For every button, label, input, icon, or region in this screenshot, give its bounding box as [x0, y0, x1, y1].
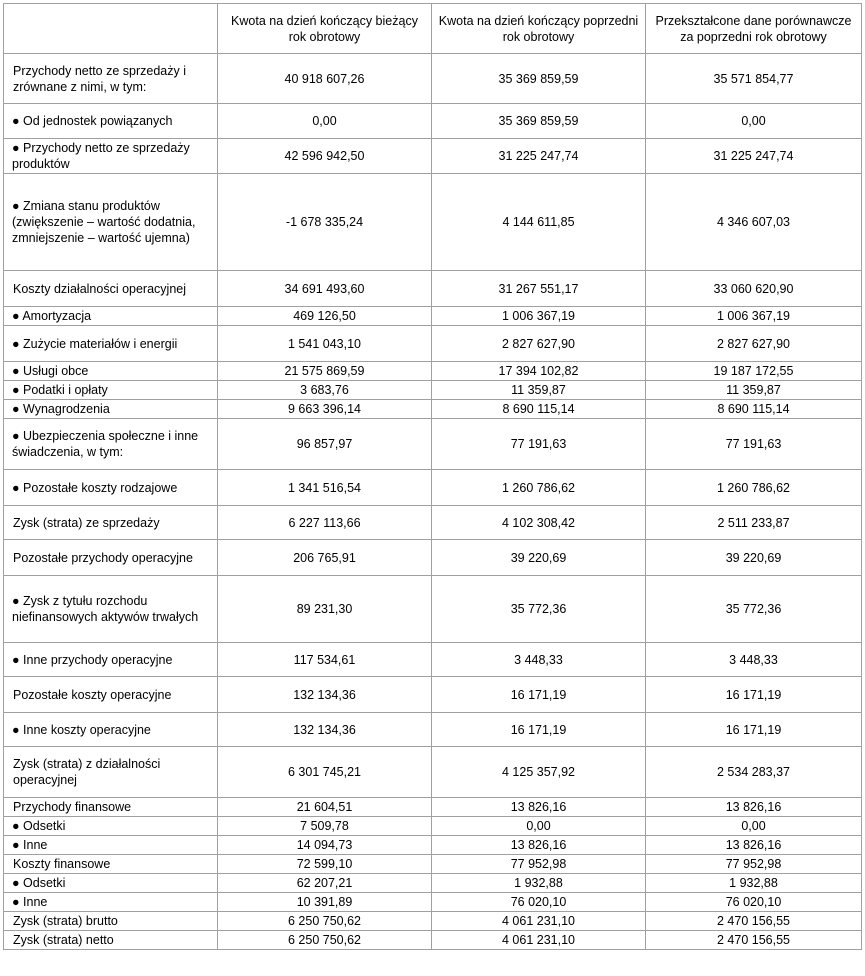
- row-label: ● Zużycie materiałów i energii: [4, 326, 218, 362]
- value-current-year: 40 918 607,26: [218, 54, 432, 104]
- row-label: Przychody finansowe: [4, 798, 218, 817]
- header-blank: [4, 4, 218, 54]
- table-row: [4, 912, 862, 931]
- value-current-year: 21 604,51: [218, 798, 432, 817]
- value-previous-year: 77 952,98: [432, 855, 646, 874]
- row-label: ● Od jednostek powiązanych: [4, 104, 218, 139]
- row-label: ● Inne: [4, 893, 218, 912]
- value-previous-year: 4 061 231,10: [432, 931, 646, 950]
- row-label: ● Przychody netto ze sprzedaży produktów: [4, 139, 218, 174]
- value-previous-year: 4 102 308,42: [432, 506, 646, 540]
- value-previous-year: 31 267 551,17: [432, 271, 646, 307]
- value-previous-year: 4 125 357,92: [432, 747, 646, 798]
- value-current-year: 6 227 113,66: [218, 506, 432, 540]
- table-row: [4, 893, 862, 912]
- value-previous-year: 0,00: [432, 817, 646, 836]
- row-label: ● Ubezpieczenia społeczne i inne świadczenia, w tym:: [4, 419, 218, 470]
- row-label: Pozostałe przychody operacyjne: [4, 540, 218, 576]
- value-current-year: 96 857,97: [218, 419, 432, 470]
- value-previous-year: 35 369 859,59: [432, 54, 646, 104]
- row-label: ● Inne: [4, 836, 218, 855]
- table-row: [4, 307, 862, 326]
- value-previous-year: 2 827 627,90: [432, 326, 646, 362]
- value-restated: 16 171,19: [646, 713, 862, 747]
- value-previous-year: 13 826,16: [432, 798, 646, 817]
- row-label: Pozostałe koszty operacyjne: [4, 677, 218, 713]
- value-current-year: 1 541 043,10: [218, 326, 432, 362]
- value-current-year: 3 683,76: [218, 381, 432, 400]
- table-row: [4, 400, 862, 419]
- value-current-year: 469 126,50: [218, 307, 432, 326]
- value-restated: 8 690 115,14: [646, 400, 862, 419]
- value-restated: 2 511 233,87: [646, 506, 862, 540]
- header-previous-year: Kwota na dzień kończący poprzedni rok obrotowy: [432, 4, 646, 54]
- value-previous-year: 76 020,10: [432, 893, 646, 912]
- value-current-year: 1 341 516,54: [218, 470, 432, 506]
- value-current-year: 206 765,91: [218, 540, 432, 576]
- value-previous-year: 39 220,69: [432, 540, 646, 576]
- value-restated: 3 448,33: [646, 643, 862, 677]
- table-row: [4, 836, 862, 855]
- value-current-year: -1 678 335,24: [218, 174, 432, 271]
- value-restated: 1 260 786,62: [646, 470, 862, 506]
- value-previous-year: 4 061 231,10: [432, 912, 646, 931]
- table-row: [4, 54, 862, 104]
- table-row: [4, 470, 862, 506]
- value-restated: 19 187 172,55: [646, 362, 862, 381]
- table-row: [4, 271, 862, 307]
- row-label: ● Odsetki: [4, 817, 218, 836]
- value-current-year: 132 134,36: [218, 677, 432, 713]
- value-restated: 13 826,16: [646, 836, 862, 855]
- header-row: [4, 4, 862, 54]
- value-current-year: 14 094,73: [218, 836, 432, 855]
- row-label: ● Wynagrodzenia: [4, 400, 218, 419]
- value-restated: 2 470 156,55: [646, 912, 862, 931]
- value-restated: 0,00: [646, 104, 862, 139]
- value-restated: 39 220,69: [646, 540, 862, 576]
- table-row: [4, 931, 862, 950]
- table-row: [4, 174, 862, 271]
- row-label: ● Podatki i opłaty: [4, 381, 218, 400]
- value-restated: 2 827 627,90: [646, 326, 862, 362]
- value-restated: 33 060 620,90: [646, 271, 862, 307]
- row-label: ● Pozostałe koszty rodzajowe: [4, 470, 218, 506]
- value-previous-year: 1 006 367,19: [432, 307, 646, 326]
- value-previous-year: 35 772,36: [432, 576, 646, 643]
- table-row: [4, 817, 862, 836]
- value-previous-year: 77 191,63: [432, 419, 646, 470]
- value-current-year: 21 575 869,59: [218, 362, 432, 381]
- row-label: Zysk (strata) ze sprzedaży: [4, 506, 218, 540]
- value-restated: 77 952,98: [646, 855, 862, 874]
- row-label: ● Zmiana stanu produktów (zwiększenie – wartość dodatnia, zmniejszenie – wartość ujemna): [4, 174, 218, 271]
- value-restated: 16 171,19: [646, 677, 862, 713]
- value-current-year: 6 250 750,62: [218, 931, 432, 950]
- value-current-year: 42 596 942,50: [218, 139, 432, 174]
- value-current-year: 62 207,21: [218, 874, 432, 893]
- value-previous-year: 17 394 102,82: [432, 362, 646, 381]
- value-current-year: 10 391,89: [218, 893, 432, 912]
- value-previous-year: 35 369 859,59: [432, 104, 646, 139]
- table-row: [4, 540, 862, 576]
- value-current-year: 117 534,61: [218, 643, 432, 677]
- table-row: [4, 139, 862, 174]
- table-row: [4, 362, 862, 381]
- value-restated: 13 826,16: [646, 798, 862, 817]
- row-label: ● Inne koszty operacyjne: [4, 713, 218, 747]
- table-body: [4, 54, 862, 950]
- header-restated-data: Przekształcone dane porównawcze za poprzedni rok obrotowy: [646, 4, 862, 54]
- row-label: ● Usługi obce: [4, 362, 218, 381]
- value-current-year: 6 250 750,62: [218, 912, 432, 931]
- value-restated: 77 191,63: [646, 419, 862, 470]
- value-restated: 1 006 367,19: [646, 307, 862, 326]
- row-label: ● Inne przychody operacyjne: [4, 643, 218, 677]
- table-row: [4, 643, 862, 677]
- table-row: [4, 381, 862, 400]
- value-current-year: 7 509,78: [218, 817, 432, 836]
- value-previous-year: 1 932,88: [432, 874, 646, 893]
- financial-statement-table: [3, 3, 862, 950]
- value-restated: 2 470 156,55: [646, 931, 862, 950]
- value-current-year: 0,00: [218, 104, 432, 139]
- row-label: Koszty finansowe: [4, 855, 218, 874]
- value-restated: 11 359,87: [646, 381, 862, 400]
- value-previous-year: 11 359,87: [432, 381, 646, 400]
- value-restated: 4 346 607,03: [646, 174, 862, 271]
- value-previous-year: 3 448,33: [432, 643, 646, 677]
- value-current-year: 132 134,36: [218, 713, 432, 747]
- table-row: [4, 506, 862, 540]
- table-row: [4, 874, 862, 893]
- value-current-year: 89 231,30: [218, 576, 432, 643]
- value-previous-year: 31 225 247,74: [432, 139, 646, 174]
- value-restated: 76 020,10: [646, 893, 862, 912]
- table-row: [4, 104, 862, 139]
- table-row: [4, 326, 862, 362]
- value-restated: 35 571 854,77: [646, 54, 862, 104]
- value-previous-year: 13 826,16: [432, 836, 646, 855]
- row-label: Przychody netto ze sprzedaży i zrównane z nimi, w tym:: [4, 54, 218, 104]
- header-current-year: Kwota na dzień kończący bieżący rok obrotowy: [218, 4, 432, 54]
- value-current-year: 6 301 745,21: [218, 747, 432, 798]
- row-label: ● Zysk z tytułu rozchodu niefinansowych aktywów trwałych: [4, 576, 218, 643]
- value-restated: 1 932,88: [646, 874, 862, 893]
- value-restated: 35 772,36: [646, 576, 862, 643]
- table-row: [4, 419, 862, 470]
- table-row: [4, 747, 862, 798]
- table-row: [4, 798, 862, 817]
- row-label: Zysk (strata) netto: [4, 931, 218, 950]
- table-row: [4, 855, 862, 874]
- row-label: ● Odsetki: [4, 874, 218, 893]
- row-label: Zysk (strata) brutto: [4, 912, 218, 931]
- table-row: [4, 677, 862, 713]
- value-restated: 31 225 247,74: [646, 139, 862, 174]
- row-label: ● Amortyzacja: [4, 307, 218, 326]
- value-restated: 0,00: [646, 817, 862, 836]
- value-previous-year: 1 260 786,62: [432, 470, 646, 506]
- value-current-year: 9 663 396,14: [218, 400, 432, 419]
- row-label: Zysk (strata) z działalności operacyjnej: [4, 747, 218, 798]
- value-previous-year: 8 690 115,14: [432, 400, 646, 419]
- value-current-year: 72 599,10: [218, 855, 432, 874]
- value-current-year: 34 691 493,60: [218, 271, 432, 307]
- value-previous-year: 4 144 611,85: [432, 174, 646, 271]
- table-row: [4, 713, 862, 747]
- value-previous-year: 16 171,19: [432, 677, 646, 713]
- value-restated: 2 534 283,37: [646, 747, 862, 798]
- row-label: Koszty działalności operacyjnej: [4, 271, 218, 307]
- table-row: [4, 576, 862, 643]
- value-previous-year: 16 171,19: [432, 713, 646, 747]
